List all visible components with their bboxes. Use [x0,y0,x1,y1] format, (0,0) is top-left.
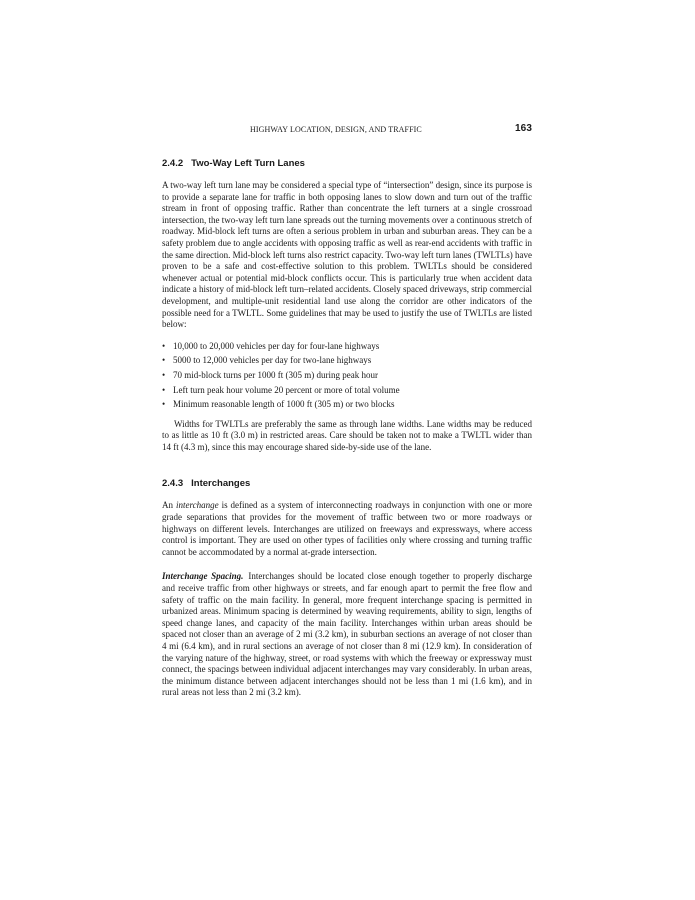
running-head-title: HIGHWAY LOCATION, DESIGN, AND TRAFFIC [250,125,422,134]
section-number: 2.4.2 [162,158,184,169]
bullet-icon: • [162,369,166,380]
list-item: • Minimum reasonable length of 1000 ft (305 m) or two blocks [162,397,532,412]
inline-heading: Interchange Spacing. [162,571,244,582]
list-item: • Left turn peak hour volume 20 percent or more of total volume [162,383,532,398]
defined-term: interchange [175,500,219,511]
section-heading-interchanges [162,478,532,489]
section-number: 2.4.3 [162,478,184,490]
section-title: Interchanges [191,478,251,490]
interchange-spacing-paragraph: Interchange Spacing. Interchanges should be located close enough together to properly discharge and receive traffic from other highways or streets, and far enough apart to permit the free flow and safety of traffic on the main facility. In general, more frequent interchange spacing is permitted in urbanized areas. Minimum spacing is determined by weaving requirements, ability to sign, lengths of speed change lanes, and capacity of the main facility. Interchanges within urban areas should be spaced not closer than an average of 2 mi (3.2 km), in suburban sections an average of not closer than 4 mi (6.4 km), and in rural sections an average of not closer than 8 mi (12.9 km). In consideration of the varying nature of the highway, street, or road systems with which the freeway or expressway must connect, the spacings between individual adjacent interchanges may vary considerably. In urban areas, the minimum distance between adjacent interchanges should not be less than 1 mi (1.6 km), and in rural areas not less than 2 mi (3.2 km). [162,571,533,698]
twltl-intro-paragraph: A two-way left turn lane may be considered a special type of “intersection” design, since its purpose is to provide a separate lane for traffic in both opposing lanes to slow down and turn out of the traffic stream in front of opposing traffic. Rather than concentrate the left turners at a single crossroad intersection, the two-way left turn lane spreads out the turning movements over a continuous stretch of roadway. Mid-block left turns are often a serious problem in urban and suburban areas. They can be a safety problem due to angle accidents with opposing traffic as well as rear-end accidents with traffic in the same direction. Mid-block left turns also restrict capacity. Two-way left turn lanes (TWLTLs) have proven to be a safe and cost-effective solution to this problem. TWLTLs should be considered whenever actual or potential mid-block conflicts occur. This is particularly true when accident data indicate a history of mid-block left turn–related accidents. Closely spaced driveways, strip commercial development, and multiple-unit residential land use along the corridor are other indicators of the possible need for a TWLTL. Some guidelines that may be used to justify the use of TWLTLs are listed below: [162,180,532,330]
twltl-width-paragraph: Widths for TWLTLs are preferably the same as through lane widths. Lane widths may be reduced to as little as 10 ft (3.0 m) in restricted areas. Care should be taken not to make a TWLTL wider than 14 ft (4.3 m), since this may encourage shared side-by-side use of the lane. [162,418,532,452]
bullet-icon: • [162,399,166,410]
bullet-icon: • [162,355,166,366]
book-page [162,122,532,699]
section-heading-two-way-left-turn-lanes [162,158,532,169]
list-item: • 70 mid-block turns per 1000 ft (305 m) during peak hour [162,368,532,383]
running-head [162,122,532,136]
section-title: Two-Way Left Turn Lanes [191,158,305,169]
list-item: • 5000 to 12,000 vehicles per day for two-lane highways [162,353,532,368]
bullet-icon: • [162,384,166,395]
list-item: • 10,000 to 20,000 vehicles per day for four-lane highways [162,339,532,354]
twltl-guidelines-list [162,339,532,412]
page-number: 163 [515,123,532,134]
bullet-icon: • [162,340,166,351]
interchange-definition-paragraph: An interchange is defined as a system of interconnecting roadways in conjunction with one or more grade separations that provides for the movement of traffic between two or more roadways or highways on different levels. Interchanges are utilized on freeways and expressways, where access control is important. They are used on other types of facilities only where crossing and turning traffic cannot be accommodated by a normal at-grade intersection. [162,500,533,557]
